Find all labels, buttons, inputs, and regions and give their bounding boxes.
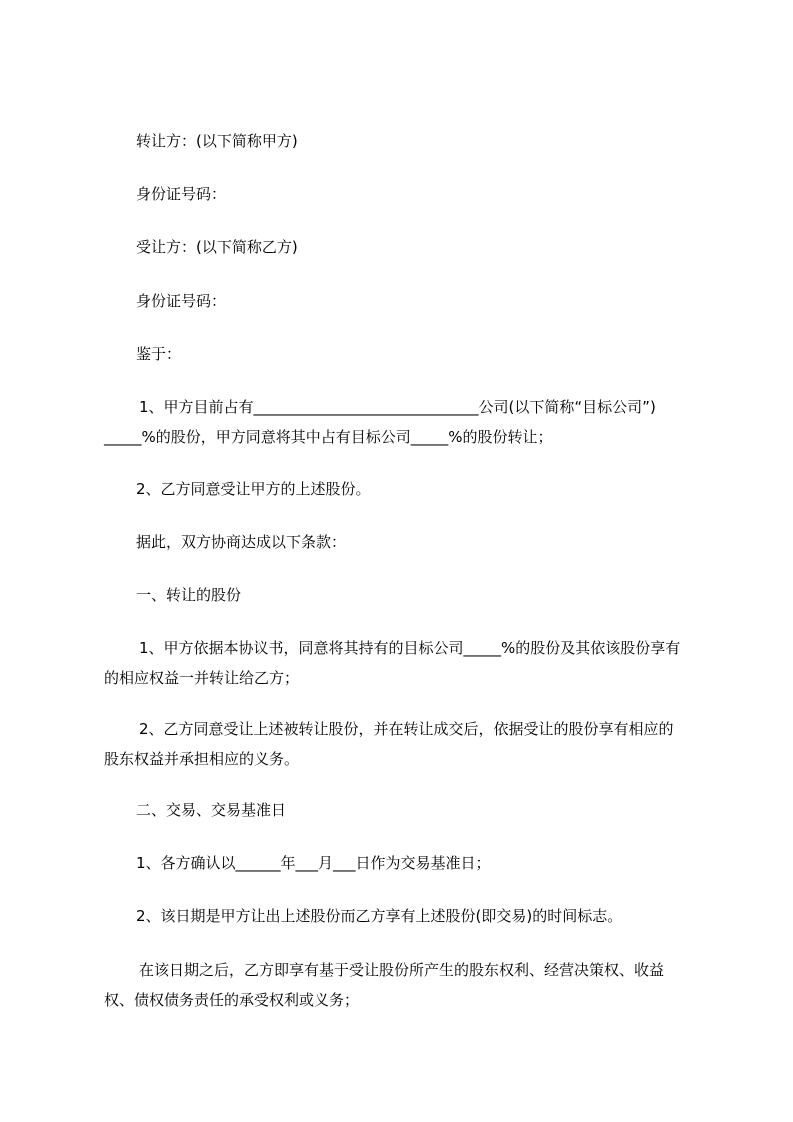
whereas-item-1: 1、甲方目前占有______________________________公司(以下简称“目标公司”) _____%的股份，甲方同意将其中占有目标公司_____%的股份转让； xyxy=(104,398,656,446)
whereas-item-2: 2、乙方同意受让甲方的上述股份。 xyxy=(136,480,371,498)
section-2-title: 二、交易、交易基准日 xyxy=(136,801,287,819)
section-1-item-1: 1、甲方依据本协议书，同意将其持有的目标公司_____%的股份及其依该股份享有 的相应权益一并转让给乙方； xyxy=(104,639,681,687)
transferor-line: 转让方：(以下简称甲方) xyxy=(136,132,298,150)
transferee-id-line: 身份证号码： xyxy=(136,292,227,310)
transferee-line: 受让方：(以下简称乙方) xyxy=(136,238,298,256)
whereas-heading: 鉴于： xyxy=(136,345,182,363)
section-2-item-2: 2、该日期是甲方让出上述股份而乙方享有上述股份(即交易)的时间标志。 xyxy=(136,907,623,925)
section-1-item-2: 2、乙方同意受让上述被转让股份，并在转让成交后，依据受让的股份享有相应的 股东权益并承担相应的义务。 xyxy=(104,720,674,768)
hereby-line: 据此，双方协商达成以下条款： xyxy=(136,533,347,551)
section-2-item-1: 1、各方确认以______年___月___日作为交易基准日； xyxy=(136,854,491,872)
transferor-id-line: 身份证号码： xyxy=(136,185,227,203)
section-1-title: 一、转让的股份 xyxy=(136,586,242,604)
section-2-note: 在该日期之后，乙方即享有基于受让股份所产生的股东权利、经营决策权、收益 权、债权债务责任的承受权利或义务； xyxy=(104,961,665,1009)
